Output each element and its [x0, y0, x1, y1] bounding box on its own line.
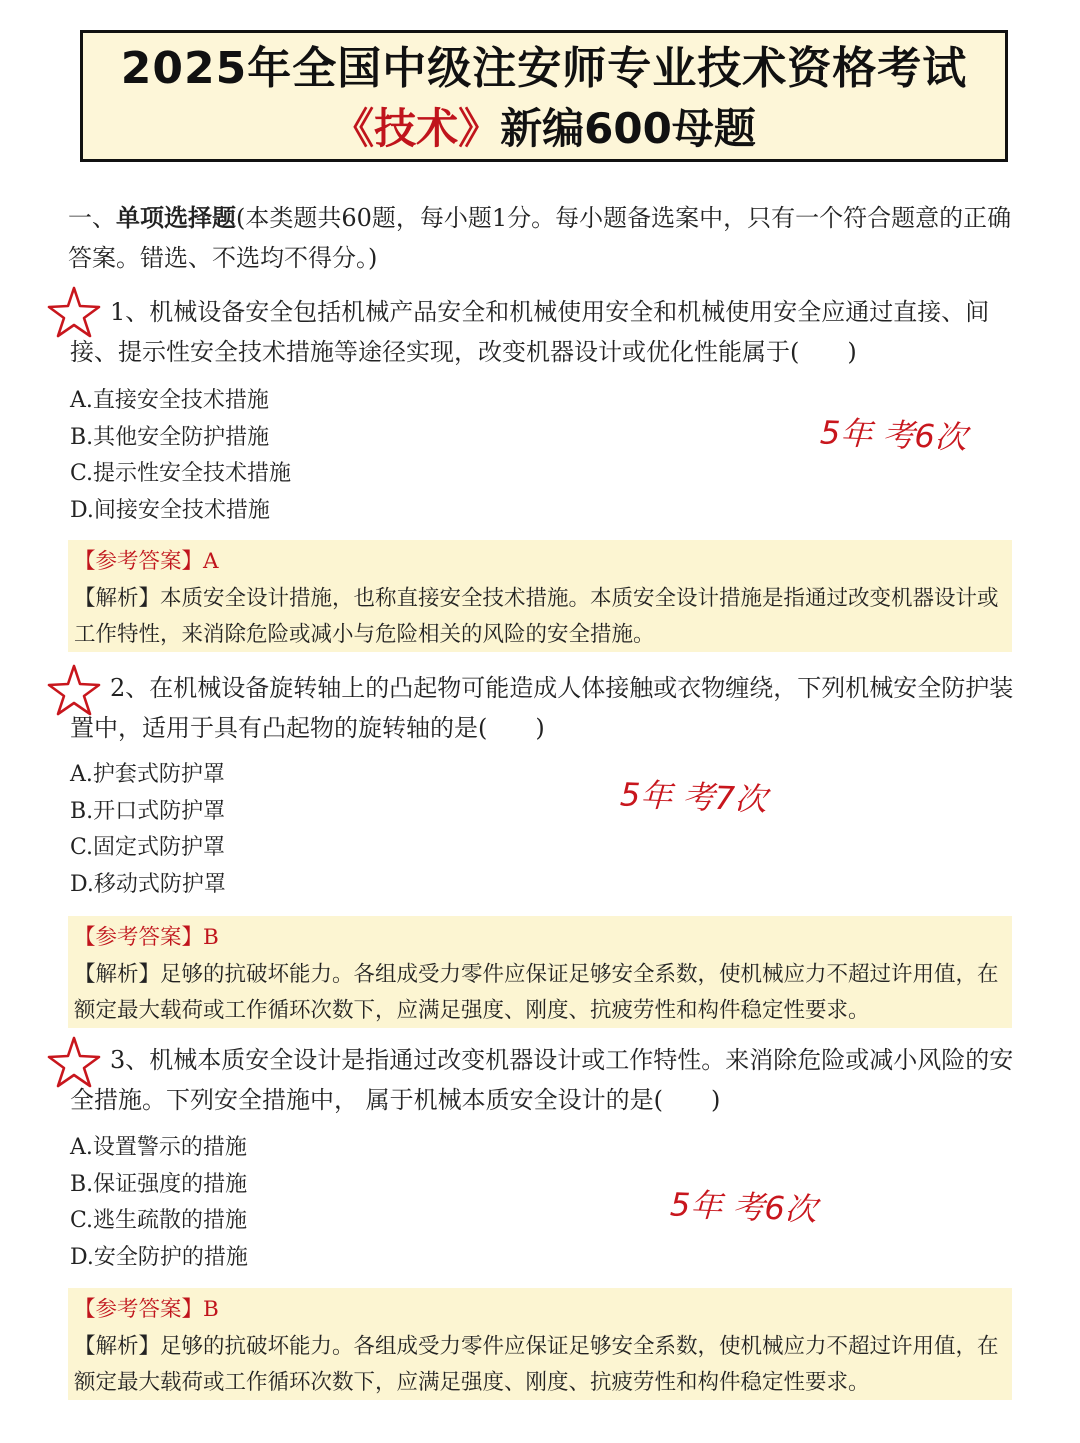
- answer-analysis: 【解析】本质安全设计措施，也称直接安全技术措施。本质安全设计措施是指通过改变机器设计或工作特性，来消除危险或减小与危险相关的风险的安全措施。: [74, 585, 999, 647]
- option-a: A.设置警示的措施: [70, 1135, 247, 1160]
- question-1-number: 1、: [110, 298, 150, 326]
- question-1: [70, 292, 1015, 372]
- answer-label: 【参考答案】B: [74, 925, 219, 950]
- option-d: D.间接安全技术措施: [70, 497, 270, 523]
- answer-box-3: [68, 1288, 1012, 1400]
- section-intro: [68, 198, 1013, 278]
- question-2: [70, 668, 1015, 748]
- document-title-box: [80, 30, 1008, 162]
- answer-box-2: [68, 916, 1012, 1028]
- option-c: C.提示性安全技术措施: [70, 461, 292, 486]
- question-3: [70, 1040, 1015, 1120]
- option-a: A.护套式防护罩: [70, 762, 225, 787]
- question-3-text: 机械本质安全设计是指通过改变机器设计或工作特性。来消除危险或减小风险的安全措施。下列安全措施中， 属于机械本质安全设计的是( ): [70, 1046, 1014, 1114]
- question-2-options: [70, 757, 670, 903]
- question-2-number: 2、: [110, 674, 150, 702]
- subtitle-book-name: 《技术》: [332, 104, 501, 153]
- question-3-number: 3、: [110, 1046, 150, 1074]
- question-2-text: 在机械设备旋转轴上的凸起物可能造成人体接触或衣物缠绕，下列机械安全防护装置中，适用于具有凸起物的旋转轴的是( ): [70, 674, 1014, 742]
- section-heading: 单项选择题: [116, 203, 236, 232]
- question-3-options: [70, 1130, 670, 1276]
- document-subtitle: [83, 101, 1005, 157]
- handwritten-note: 5年 考6次: [669, 1185, 818, 1229]
- section-number: 一、: [68, 204, 116, 232]
- section-description: (本类题共60题，每小题1分。每小题备选案中，只有一个符合题意的正确答案。错选、不选均不得分。): [68, 204, 1012, 272]
- handwritten-note: 5年 考6次: [819, 413, 968, 457]
- answer-label: 【参考答案】A: [74, 549, 219, 574]
- answer-analysis: 【解析】足够的抗破坏能力。各组成受力零件应保证足够安全系数，使机械应力不超过许用值，在额定最大载荷或工作循环次数下，应满足强度、刚度、抗疲劳性和构件稳定性要求。: [74, 961, 999, 1023]
- option-a: A.直接安全技术措施: [70, 388, 269, 413]
- option-d: D.移动式防护罩: [70, 871, 226, 897]
- subtitle-text: 新编600母题: [500, 104, 756, 153]
- option-b: B.开口式防护罩: [70, 798, 226, 824]
- answer-analysis: 【解析】足够的抗破坏能力。各组成受力零件应保证足够安全系数，使机械应力不超过许用值，在额定最大载荷或工作循环次数下，应满足强度、刚度、抗疲劳性和构件稳定性要求。: [74, 1333, 999, 1395]
- question-1-text: 机械设备安全包括机械产品安全和机械使用安全和机械使用安全应通过直接、间接、提示性安全技术措施等途径实现，改变机器设计或优化性能属于( ): [70, 298, 990, 366]
- question-1-options: [70, 383, 670, 529]
- option-c: C.逃生疏散的措施: [70, 1208, 248, 1233]
- answer-box-1: [68, 540, 1012, 652]
- handwritten-note: 5年 考7次: [619, 775, 768, 819]
- option-d: D.安全防护的措施: [70, 1244, 248, 1270]
- option-b: B.保证强度的措施: [70, 1171, 248, 1197]
- option-c: C.固定式防护罩: [70, 835, 226, 860]
- option-b: B.其他安全防护措施: [70, 424, 270, 450]
- document-title: 2025年全国中级注安师专业技术资格考试: [120, 43, 968, 94]
- answer-label: 【参考答案】B: [74, 1297, 219, 1322]
